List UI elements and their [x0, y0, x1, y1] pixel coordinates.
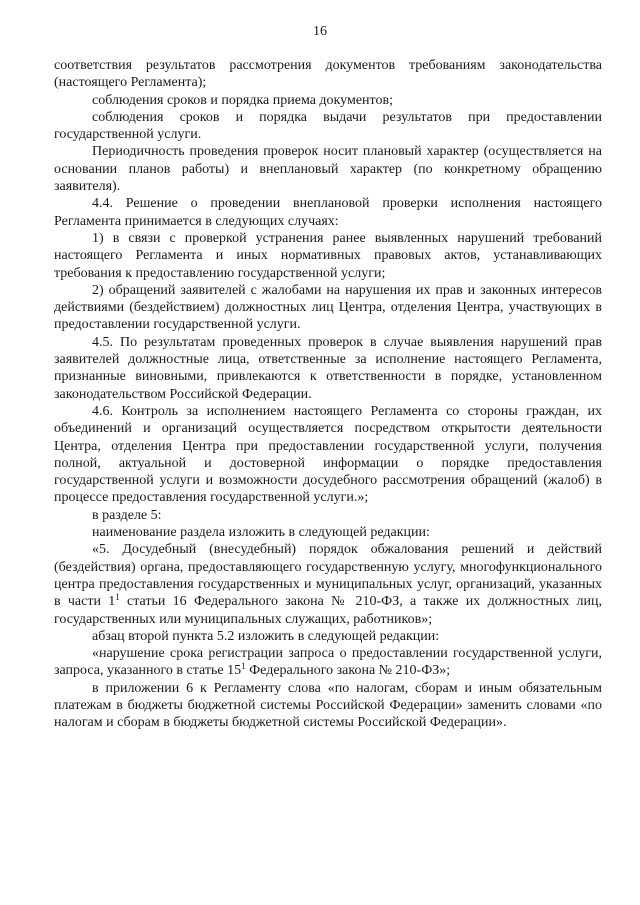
paragraph: Периодичность проведения проверок носит плановый характер (осуществляется на основании планов работы) и внеплановый характер (по конкретному обращению заявителя).: [54, 144, 602, 195]
paragraph: 4.5. По результатам проведенных проверок в случае выявления нарушений прав заявителей должностные лица, ответственные за исполнение настоящего Регламента, признанные виновными, привлекаются к ответственности в порядке, установленном законодательством Российской Федерации.: [54, 334, 602, 402]
paragraph: 4.6. Контроль за исполнением настоящего Регламента со стороны граждан, их объединений и организаций осуществляется посредством открытости деятельности Центра, отделения Центра при предоставлении государственной услуги, получения полной, актуальной и достоверной информации о порядке предоставления государственной услуги и возможности досудебного рассмотрения обращений (жалоб) в процессе предоставления государственной услуги.»;: [54, 403, 602, 506]
paragraph: наименование раздела изложить в следующей редакции:: [92, 525, 430, 541]
paragraph-text: статьи 16 Федерального закона № 210-ФЗ, а также их должностных лиц, государственных или муниципальных служащих, работников»;: [54, 594, 602, 627]
paragraph: соответствия результатов рассмотрения документов требованиям законодательства (настоящего Регламента);: [54, 58, 602, 91]
paragraph: [54, 541, 602, 627]
paragraph-text: Федерального закона № 210-ФЗ»;: [245, 663, 451, 679]
superscript: 1: [241, 661, 246, 672]
paragraph: 1) в связи с проверкой устранения ранее выявленных нарушений требований настоящего Регламента и иных нормативных правовых актов, устанавливающих требования к предоставлению государственной услуги;: [54, 230, 602, 281]
paragraph-text: «5. Досудебный (внесудебный) порядок обжалования решений и действий (бездействия) органа, предоставляющего государственную услугу, многофункционального центра предоставления государственных и муниципальных услуг, организаций, указанных в части 1: [54, 542, 602, 610]
paragraph: абзац второй пункта 5.2 изложить в следующей редакции:: [92, 628, 440, 644]
paragraph: в приложении 6 к Регламенту слова «по налогам, сборам и иным обязательным платежам в бюджеты бюджетной системы Российской Федерации» заменить словами «по налогам и сборам в бюджеты бюджетной системы Российской Федерации».: [54, 680, 602, 731]
document-body: [54, 57, 602, 732]
paragraph: соблюдения сроков и порядка приема документов;: [92, 92, 393, 108]
page-number: 16: [313, 24, 327, 39]
paragraph: в разделе 5:: [92, 507, 162, 523]
superscript: 1: [115, 592, 120, 603]
paragraph: 4.4. Решение о проведении внеплановой проверки исполнения настоящего Регламента принимается в следующих случаях:: [54, 196, 602, 229]
paragraph: [54, 645, 602, 680]
paragraph-text: «нарушение срока регистрации запроса о предоставлении государственной услуги, запроса, указанного в статье 15: [54, 646, 602, 679]
paragraph: соблюдения сроков и порядка выдачи результатов при предоставлении государственной услуги.: [54, 109, 602, 143]
paragraph: 2) обращений заявителей с жалобами на нарушения их прав и законных интересов действиями (бездействием) должностных лиц Центра, отделения Центра, участвующих в предоставлении государственной услуги.: [54, 282, 602, 333]
